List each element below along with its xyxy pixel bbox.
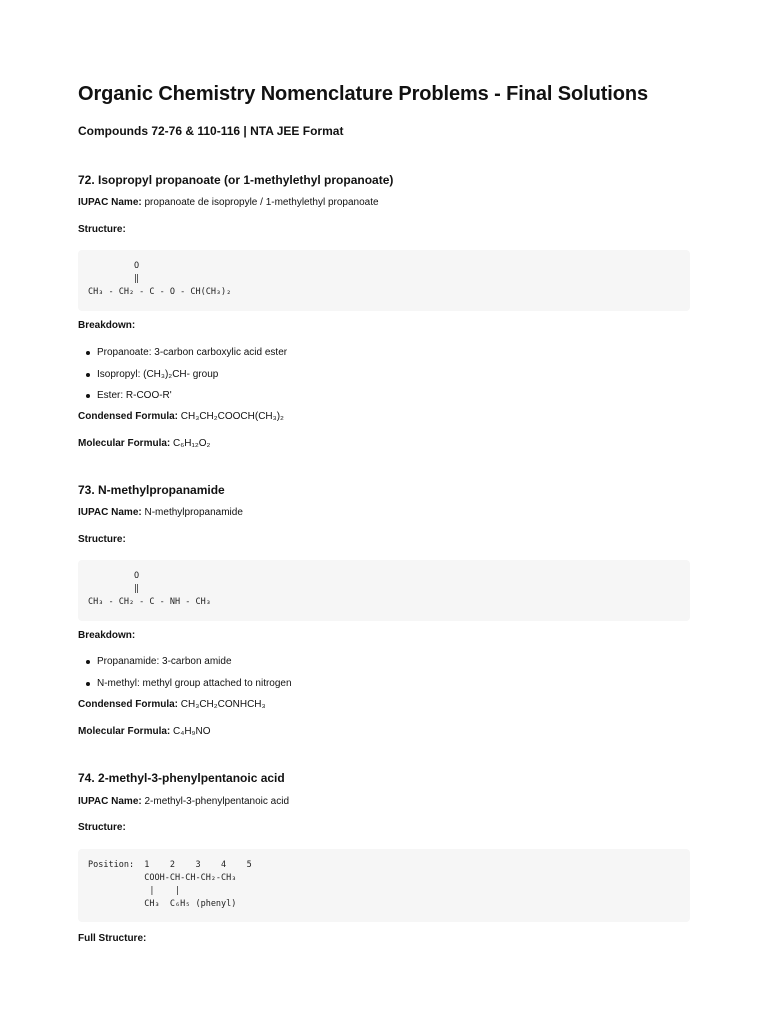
- breakdown-label-text: Breakdown:: [78, 630, 136, 641]
- iupac-name-line: [78, 196, 379, 210]
- compound-heading: 74. 2-methyl-3-phenylpentanoic acid: [78, 771, 285, 785]
- condensed-formula-label: Condensed Formula:: [78, 411, 179, 422]
- breakdown-label: [78, 319, 135, 333]
- list-item: [78, 677, 292, 691]
- iupac-value: 2-methyl-3-phenylpentanoic acid: [144, 796, 290, 807]
- list-item: [78, 368, 218, 382]
- structure-code-block: [78, 250, 690, 311]
- page-title: Organic Chemistry Nomenclature Problems - Final Solutions: [78, 83, 648, 105]
- condensed-formula-line: [78, 410, 284, 424]
- molecular-formula-line: [78, 725, 211, 739]
- structure-line: O: [88, 261, 140, 271]
- structure-line: CH₃ - CH₂ - C - O - CH(CH₃)₂: [88, 287, 232, 297]
- molecular-formula-label: Molecular Formula:: [78, 726, 171, 737]
- structure-label: [78, 821, 126, 835]
- list-item: [78, 389, 172, 403]
- iupac-name-line: [78, 506, 243, 520]
- page-subtitle: Compounds 72-76 & 110-116 | NTA JEE Format: [78, 124, 344, 138]
- breakdown-label-text: Breakdown:: [78, 320, 136, 331]
- structure-line: CH₃ C₆H₅ (phenyl): [88, 899, 237, 909]
- bullet-icon: [86, 660, 90, 664]
- structure-line: | |: [88, 886, 181, 896]
- structure-label-text: Structure:: [78, 822, 126, 833]
- list-item-text: N-methyl: methyl group attached to nitrogen: [97, 678, 292, 689]
- molecular-formula-value: C₆H₁₂O₂: [173, 438, 211, 449]
- compound-heading: 73. N-methylpropanamide: [78, 483, 225, 497]
- molecular-formula-label: Molecular Formula:: [78, 438, 171, 449]
- condensed-formula-value: CH₃CH₂COOCH(CH₃)₂: [180, 411, 284, 422]
- structure-label-text: Structure:: [78, 224, 126, 235]
- iupac-label: IUPAC Name:: [78, 197, 142, 208]
- list-item-text: Propanoate: 3-carbon carboxylic acid ester: [97, 347, 288, 358]
- iupac-value: propanoate de isopropyle / 1-methylethyl propanoate: [144, 197, 379, 208]
- list-item-text: Ester: R-COO-R': [97, 390, 172, 401]
- structure-line: ‖: [88, 584, 140, 594]
- structure-code-block: [78, 849, 690, 922]
- iupac-label: IUPAC Name:: [78, 796, 142, 807]
- bullet-icon: [86, 682, 90, 686]
- structure-label-text: Structure:: [78, 534, 126, 545]
- list-item-text: Propanamide: 3-carbon amide: [97, 656, 232, 667]
- structure-code-block: [78, 560, 690, 621]
- condensed-formula-label: Condensed Formula:: [78, 699, 179, 710]
- iupac-label: IUPAC Name:: [78, 507, 142, 518]
- list-item: [78, 346, 287, 360]
- structure-line: COOH-CH-CH-CH₂-CH₃: [88, 873, 237, 883]
- compound-heading: 72. Isopropyl propanoate (or 1-methylethyl propanoate): [78, 173, 394, 187]
- iupac-value: N-methylpropanamide: [144, 507, 243, 518]
- structure-label: [78, 223, 126, 237]
- list-item-text: Isopropyl: (CH₃)₂CH- group: [97, 369, 219, 380]
- bullet-icon: [86, 351, 90, 355]
- structure-line: ‖: [88, 274, 140, 284]
- molecular-formula-line: [78, 437, 210, 451]
- molecular-formula-value: C₄H₉NO: [173, 726, 211, 737]
- full-structure-label: [78, 932, 146, 946]
- bullet-icon: [86, 373, 90, 377]
- full-structure-label-text: Full Structure:: [78, 933, 147, 944]
- structure-line: O: [88, 571, 140, 581]
- structure-label: [78, 533, 126, 547]
- list-item: [78, 655, 232, 669]
- condensed-formula-line: [78, 698, 266, 712]
- iupac-name-line: [78, 795, 289, 809]
- structure-line: CH₃ - CH₂ - C - NH - CH₃: [88, 597, 211, 607]
- breakdown-label: [78, 629, 135, 643]
- condensed-formula-value: CH₃CH₂CONHCH₃: [180, 699, 266, 710]
- bullet-icon: [86, 394, 90, 398]
- structure-line: Position: 1 2 3 4 5: [88, 860, 252, 870]
